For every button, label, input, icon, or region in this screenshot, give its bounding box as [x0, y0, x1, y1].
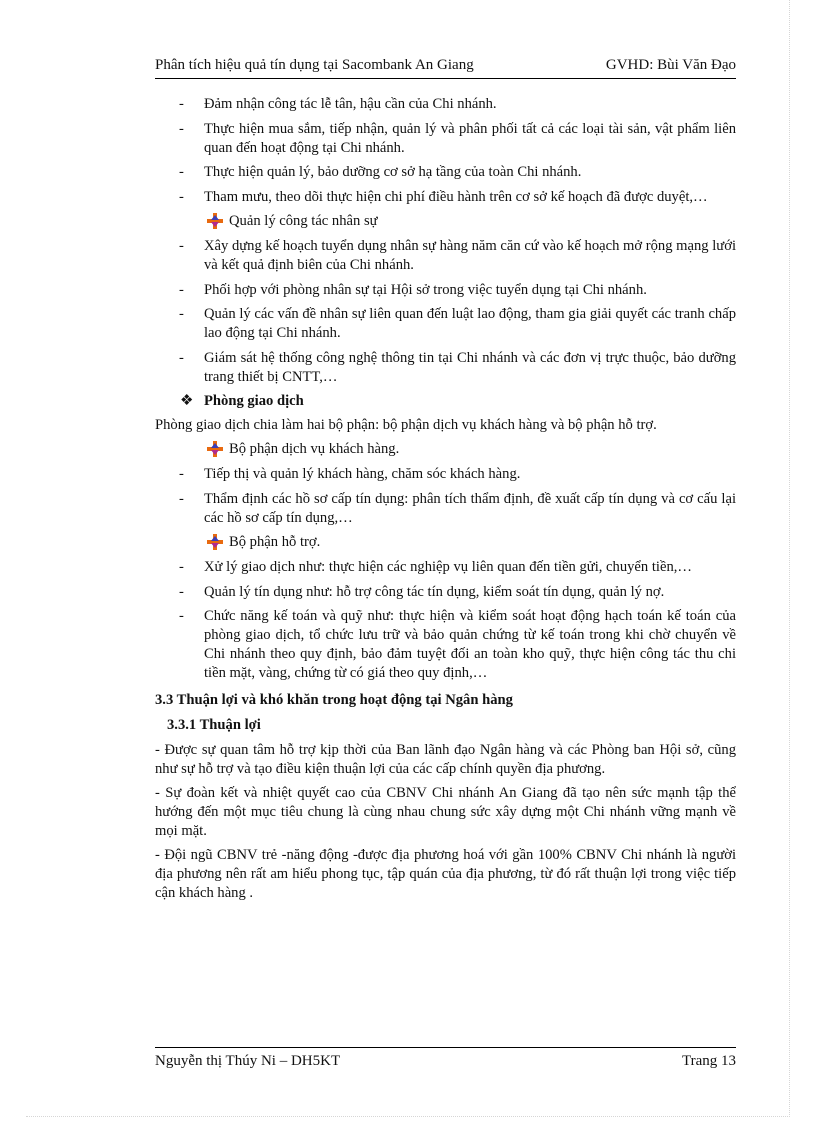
list-item	[155, 95, 736, 114]
page-footer	[155, 1047, 736, 1071]
bullet-dash: -	[179, 164, 184, 180]
bullet-dash: -	[179, 188, 184, 205]
bullet-dash: -	[179, 608, 184, 624]
paragraph: - Được sự quan tâm hỗ trợ kịp thời của Ban lãnh đạo Ngân hàng và các Phòng ban Hội sở, cũng như sự hỗ trợ và tạo điều kiện thuận lợi của các cấp chính quyền địa phương.	[155, 742, 736, 777]
header-title: Phân tích hiệu quả tín dụng tại Sacombank An Giang	[155, 57, 474, 73]
section-intro: Phòng giao dịch chia làm hai bộ phận: bộ phận dịch vụ khách hàng và bộ phận hỗ trợ.	[155, 417, 657, 433]
list-item	[155, 465, 736, 484]
list-item-text: Quản lý tín dụng như: hỗ trợ công tác tín dụng, kiểm soát tín dụng, quản lý nợ.	[204, 583, 665, 600]
bullet-dash: -	[179, 583, 184, 600]
list-item-text: Xây dựng kế hoạch tuyển dụng nhân sự hàng năm căn cứ vào kế hoạch mở rộng mạng lưới và kết quả định biên của Chi nhánh.	[204, 238, 736, 273]
page-number: Trang 13	[681, 1053, 736, 1069]
list-item-text: Đảm nhận công tác lễ tân, hậu cần của Chi nhánh.	[204, 96, 497, 112]
subheading-text: Quản lý công tác nhân sự	[229, 213, 378, 229]
subheading-customer-service	[155, 440, 736, 459]
list-item-text: Quản lý các vấn đề nhân sự liên quan đến luật lao động, tham gia giải quyết các tranh chấp lao động tại Chi nhánh.	[204, 306, 736, 341]
bullet-dash: -	[179, 238, 184, 254]
list-item-text: Thẩm định các hồ sơ cấp tín dụng: phân tích thẩm định, đề xuất cấp tín dụng và cơ cấu lại các hồ sơ cấp tín dụng,…	[204, 490, 736, 526]
paragraph: - Sự đoàn kết và nhiệt quyết cao của CBNV Chi nhánh An Giang đã tạo nên sức mạnh tập thể hướng đến một mục tiêu chung là cùng nhau chung sức xây dựng một Chi nhánh vững mạnh về mọi mặt.	[155, 785, 736, 839]
bullet-dash: -	[179, 281, 184, 298]
list-item-text: Tham mưu, theo dõi thực hiện chi phí điều hành trên cơ sở kế hoạch đã được duyệt,…	[204, 188, 708, 205]
list-item-text: Thực hiện quản lý, bảo dưỡng cơ sở hạ tầng của toàn Chi nhánh.	[204, 164, 582, 180]
list-item	[155, 120, 736, 158]
subheading-hr-management	[155, 212, 736, 231]
bullet-dash: -	[179, 490, 184, 507]
list-item	[155, 237, 736, 275]
section-heading-transaction-office	[155, 392, 736, 411]
list-item	[155, 558, 736, 577]
paragraph: - Đội ngũ CBNV trẻ -năng động -được địa phương hoá với gần 100% CBNV Chi nhánh là người địa phương nên rất am hiểu phong tục, tập quán của địa phương, từ đó rất thuận lợi trong việc tiếp cận khách hàng .	[155, 847, 736, 901]
list-item	[155, 583, 736, 602]
heading-3-3-1: 3.3.1 Thuận lợi	[167, 717, 261, 733]
heading-3-3: 3.3 Thuận lợi và khó khăn trong hoạt động tại Ngân hàng	[155, 692, 513, 708]
subheading-text: Bộ phận hỗ trợ.	[229, 534, 321, 550]
list-item-text: Giám sát hệ thống công nghệ thông tin tại Chi nhánh và các đơn vị trực thuộc, bảo dưỡng trang thiết bị CNTT,…	[204, 349, 736, 385]
list-item-text: Thực hiện mua sắm, tiếp nhận, quản lý và phân phối tất cả các loại tài sản, vật phẩm liên quan đến hoạt động tại Chi nhánh.	[204, 120, 736, 156]
list-item	[155, 349, 736, 387]
arrow-cross-icon	[207, 213, 223, 229]
list-item-text: Xử lý giao dịch như: thực hiện các nghiệp vụ liên quan đến tiền gửi, chuyển tiền,…	[204, 559, 692, 575]
page-header	[155, 55, 736, 79]
bullet-dash: -	[179, 96, 184, 112]
list-item-text: Tiếp thị và quản lý khách hàng, chăm sóc khách hàng.	[204, 466, 521, 482]
arrow-cross-icon	[207, 534, 223, 550]
arrow-cross-icon	[207, 441, 223, 457]
page-content	[155, 95, 736, 908]
subheading-support	[155, 533, 736, 552]
bullet-dash: -	[179, 120, 184, 137]
list-item	[155, 281, 736, 300]
list-item	[155, 188, 736, 207]
section-title: Phòng giao dịch	[204, 393, 304, 409]
bullet-dash: -	[179, 306, 184, 322]
list-item-text: Chức năng kế toán và quỹ như: thực hiện và kiểm soát hoạt động hạch toán kế toán của phòng giao dịch, tổ chức lưu trữ và bảo quản chứng từ kế toán trong khi chờ chuyển về Chi nhánh theo quy định, bảo đảm tuyệt đối an toàn kho quỹ, thực hiện công tác thu chi tiền mặt, vàng, chứng từ có giá theo quy định,…	[204, 608, 736, 681]
diamond-icon: ❖	[180, 393, 194, 409]
list-item	[155, 607, 736, 683]
list-item-text: Phối hợp với phòng nhân sự tại Hội sở trong việc tuyển dụng tại Chi nhánh.	[204, 281, 647, 298]
footer-author: Nguyễn thị Thúy Ni – DH5KT	[155, 1053, 341, 1069]
list-item	[155, 163, 736, 182]
list-item	[155, 490, 736, 528]
bullet-dash: -	[179, 349, 184, 366]
bullet-dash: -	[179, 559, 184, 575]
bullet-dash: -	[179, 466, 184, 482]
list-item	[155, 305, 736, 343]
header-advisor: GVHD: Bùi Văn Đạo	[605, 57, 736, 73]
subheading-text: Bộ phận dịch vụ khách hàng.	[229, 441, 400, 457]
